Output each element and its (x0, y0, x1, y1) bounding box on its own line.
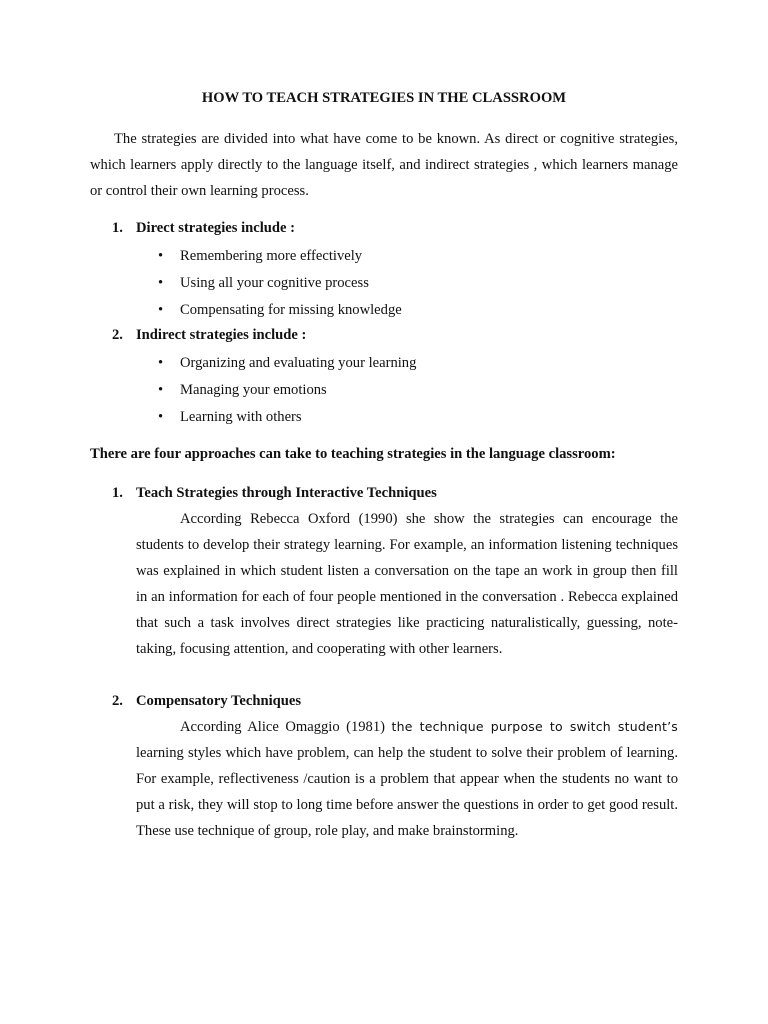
bullet-icon: • (158, 382, 164, 398)
technique-number: 2. (112, 693, 123, 709)
technique-heading-compensatory (112, 693, 301, 710)
bullet-icon: • (158, 275, 164, 291)
section-heading-direct (112, 220, 295, 237)
bullet-icon: • (158, 302, 164, 318)
technique-heading-text: Teach Strategies through Interactive Techniques (136, 485, 437, 501)
list-item: • Organizing and evaluating your learning (158, 355, 417, 371)
list-item: • Compensating for missing knowledge (158, 302, 402, 318)
indirect-strategies-list (156, 353, 416, 434)
technique-paragraph-compensatory: According Alice Omaggio (1981) the technique purpose to switch student’s learning styles which have problem, can help the student to solve their problem of learning. For example, reflectiveness /caution is a problem that appear when the students no want to put a risk, they will stop to long time before answer the questions in order to get good result. These use technique of group, role play, and make brainstorming. (136, 719, 678, 839)
list-item: • Remembering more effectively (158, 248, 363, 264)
section-number: 1. (112, 220, 123, 236)
bullet-icon: • (158, 409, 164, 425)
section-number: 2. (112, 327, 123, 343)
technique-heading-text: Compensatory Techniques (136, 693, 302, 709)
page-title: HOW TO TEACH STRATEGIES IN THE CLASSROOM (201, 90, 567, 106)
section-heading-text: Direct strategies include : (136, 220, 295, 236)
direct-strategies-list (156, 246, 402, 327)
technique-heading-interactive (112, 485, 437, 502)
bullet-icon: • (158, 248, 164, 264)
list-item: • Using all your cognitive process (158, 275, 369, 291)
technique-number: 1. (112, 485, 123, 501)
list-item: • Learning with others (158, 409, 302, 425)
section-heading-indirect (112, 327, 306, 344)
approaches-heading: There are four approaches can take to teaching strategies in the language classroom: (90, 446, 616, 462)
list-item: • Managing your emotions (158, 382, 327, 398)
section-heading-text: Indirect strategies include : (136, 327, 307, 343)
bullet-icon: • (158, 355, 164, 371)
technique-paragraph-interactive: According Rebecca Oxford (1990) she show the strategies can encourage the students to develop their strategy learning. For example, an information listening techniques was explained in which student listen a conversation on the tape an work in group then fill in an information for each of four people mentioned in the conversation . Rebecca explained that such a task involves direct strategies like practicing naturalistically, guessing, note- taking, focusing attention, and cooperating with other learners. (136, 511, 678, 657)
intro-paragraph: The strategies are divided into what have come to be known. As direct or cognitive strategies, which learners apply directly to the language itself, and indirect strategies , which learners manage or control their own learning process. (90, 131, 678, 199)
